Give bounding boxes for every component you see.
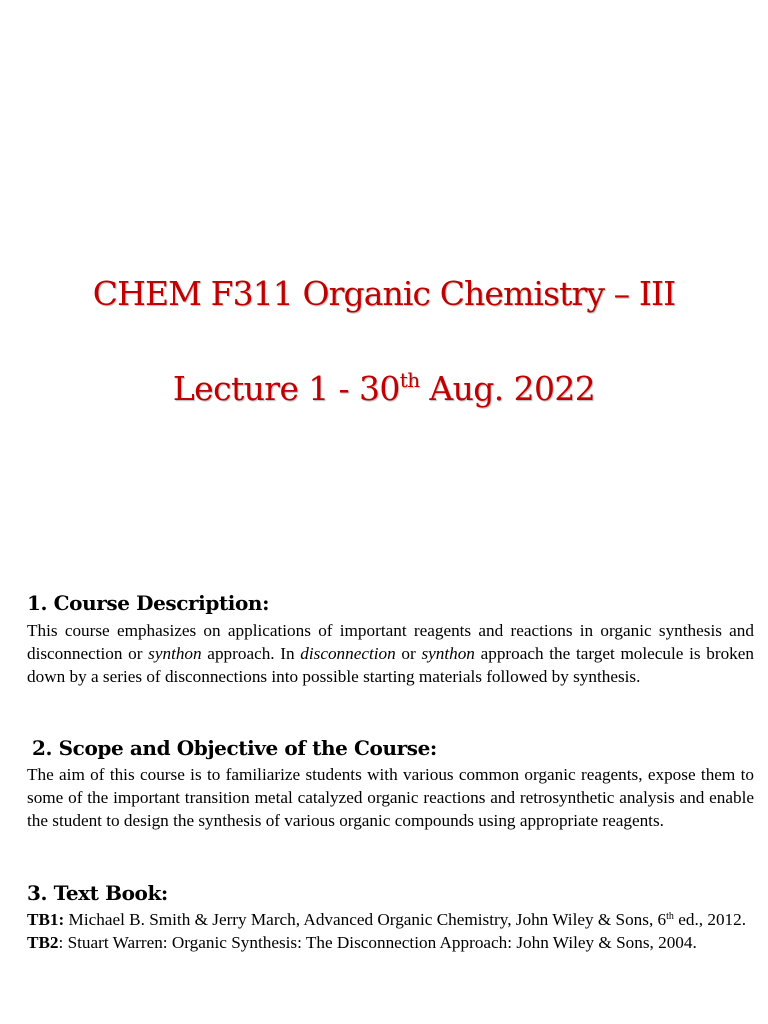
tb1-text: Michael B. Smith & Jerry March, Advanced Organic Chemistry, John Wiley & Sons, 6 [64,910,667,929]
lecture-title [0,369,768,409]
description-text: This course emphasizes on applications of important reagents and reactions in organic synthesis and disconnection or [27,621,754,663]
text-book-tb2 [27,931,754,954]
lecture-date: Aug. 2022 [419,369,596,408]
text-book-tb1 [27,908,754,931]
scope-section [27,735,754,832]
description-emphasis: disconnection [300,644,396,663]
scope-heading: 2. Scope and Objective of the Course: [32,736,437,760]
course-description-heading: 1. Course Description: [27,591,270,615]
tb1-tail: ed., 2012. [673,910,747,929]
text-book-heading: 3. Text Book: [27,881,168,905]
course-description-body [27,619,754,688]
course-description-section [27,590,754,688]
description-text: or [395,644,422,663]
description-emphasis: synthon [421,644,475,663]
tb2-text: : Stuart Warren: Organic Synthesis: The Disconnection Approach: John Wiley & Sons, 2004. [58,933,697,952]
tb1-label: TB1: [27,910,65,929]
description-text: approach. In [201,644,301,663]
slide-title [0,274,768,314]
lecture-date-suffix: th [399,368,420,392]
tb1-edition-suffix: th [666,911,674,922]
title-line1: CHEM F311 Organic Chemistry – III [92,274,676,313]
tb2-label: TB2 [27,933,59,952]
description-text: approach the target molecule is broken down by a series of disconnections into possible starting materials followed by synthesis. [27,644,754,686]
description-emphasis: synthon [148,644,202,663]
lecture-label: Lecture 1 - 30 [172,369,400,408]
scope-body: The aim of this course is to familiarize students with various common organic reagents, expose them to some of the important transition metal catalyzed organic reactions and retrosynthetic analysis and enable the student to design the synthesis of various organic compounds using appropriate reagents. [27,765,754,830]
text-book-section [27,880,754,954]
